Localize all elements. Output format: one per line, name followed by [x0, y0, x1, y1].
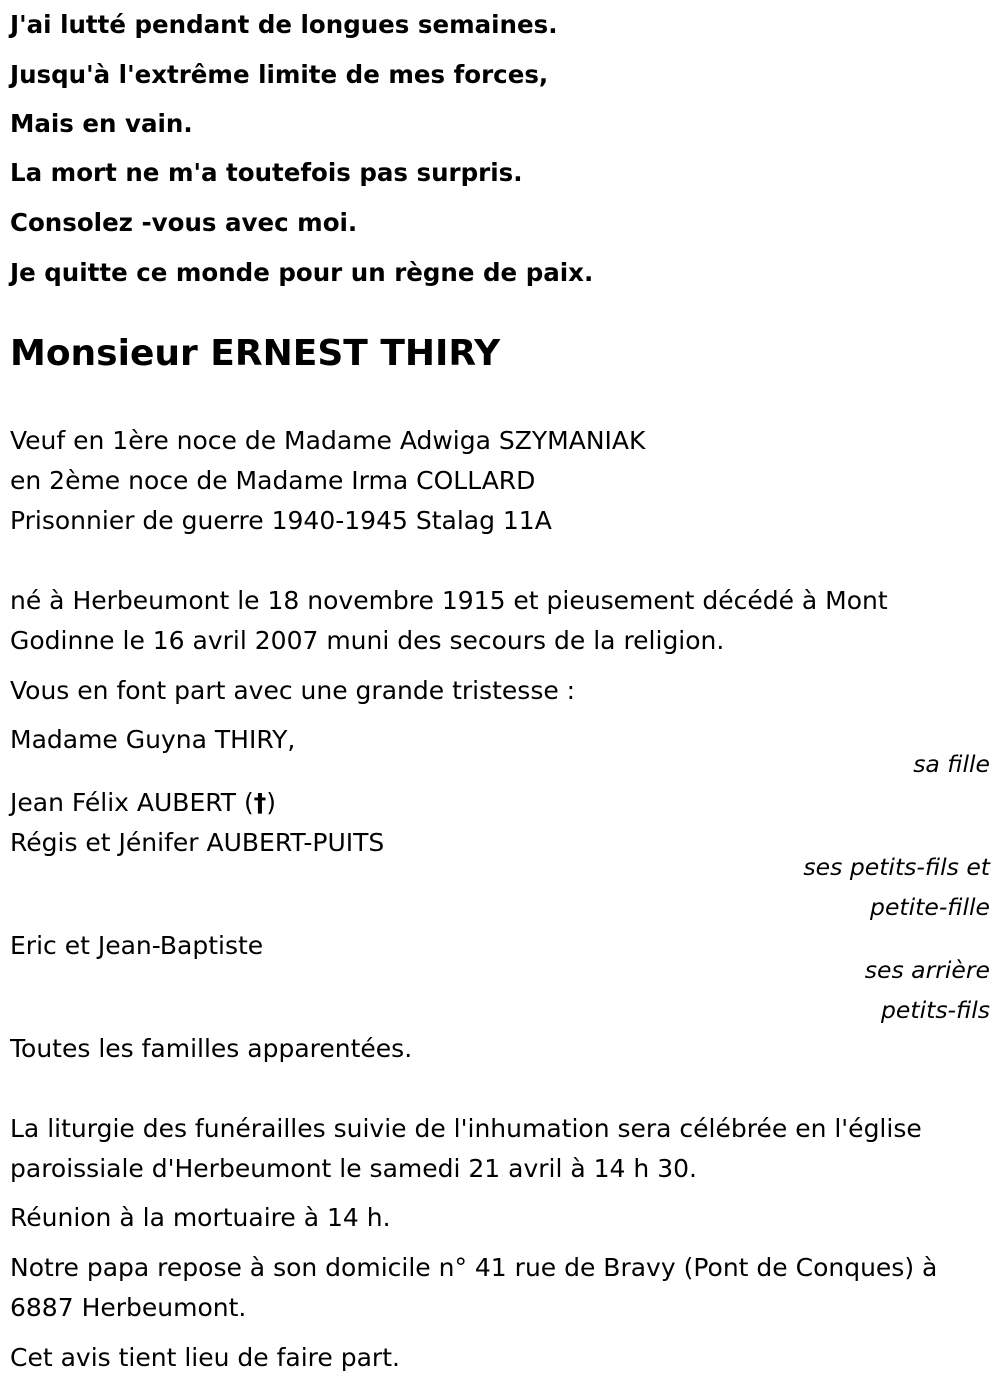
relatives: Toutes les familles apparentées. [10, 1034, 413, 1063]
bio-line: Prisonnier de guerre 1940-1945 Stalag 11A [10, 506, 552, 535]
rest-location-line: Notre papa repose à son domicile n° 41 rue de Bravy (Pont de Conques) à [10, 1253, 938, 1282]
rest-location-line: 6887 Herbeumont. [10, 1293, 247, 1322]
poem-line: Mais en vain. [10, 109, 193, 138]
funeral-line: La liturgie des funérailles suivie de l'inhumation sera célébrée en l'église [10, 1114, 922, 1143]
bio-line: en 2ème noce de Madame Irma COLLARD [10, 466, 536, 495]
bio-line: Veuf en 1ère noce de Madame Adwiga SZYMANIAK [10, 426, 646, 455]
gathering: Réunion à la mortuaire à 14 h. [10, 1203, 391, 1232]
grandchildren-relation: ses petits-fils et [803, 853, 990, 881]
poem-line: Jusqu'à l'extrême limite de mes forces, [10, 60, 549, 89]
poem-line: Je quitte ce monde pour un règne de paix. [10, 258, 594, 287]
daughter-relation: sa fille [913, 750, 990, 778]
great-grandchildren-name: Eric et Jean-Baptiste [10, 931, 264, 960]
announcement: Vous en font part avec une grande tristesse : [10, 676, 576, 705]
cross-icon: † [253, 788, 267, 817]
poem-line: La mort ne m'a toutefois pas surpris. [10, 158, 523, 187]
deceased-name: Monsieur ERNEST THIRY [10, 333, 501, 374]
grandchild-name-text: Jean Félix AUBERT ( [10, 788, 254, 817]
birth-death-line: né à Herbeumont le 18 novembre 1915 et pieusement décédé à Mont [10, 586, 888, 615]
daughter-name: Madame Guyna THIRY, [10, 725, 296, 754]
grandchild-name [10, 788, 276, 818]
great-grandchildren-relation: ses arrière [864, 956, 990, 984]
closing: Cet avis tient lieu de faire part. [10, 1343, 400, 1372]
birth-death-line: Godinne le 16 avril 2007 muni des secours de la religion. [10, 626, 725, 655]
funeral-line: paroissiale d'Herbeumont le samedi 21 avril à 14 h 30. [10, 1154, 697, 1183]
grandchild-name-end: ) [266, 788, 277, 817]
poem-line: Consolez -vous avec moi. [10, 208, 358, 237]
poem-line: J'ai lutté pendant de longues semaines. [10, 10, 558, 39]
grandchild-name: Régis et Jénifer AUBERT-PUITS [10, 828, 385, 857]
great-grandchildren-relation: petits-fils [880, 996, 990, 1024]
grandchildren-relation: petite-fille [870, 893, 990, 921]
